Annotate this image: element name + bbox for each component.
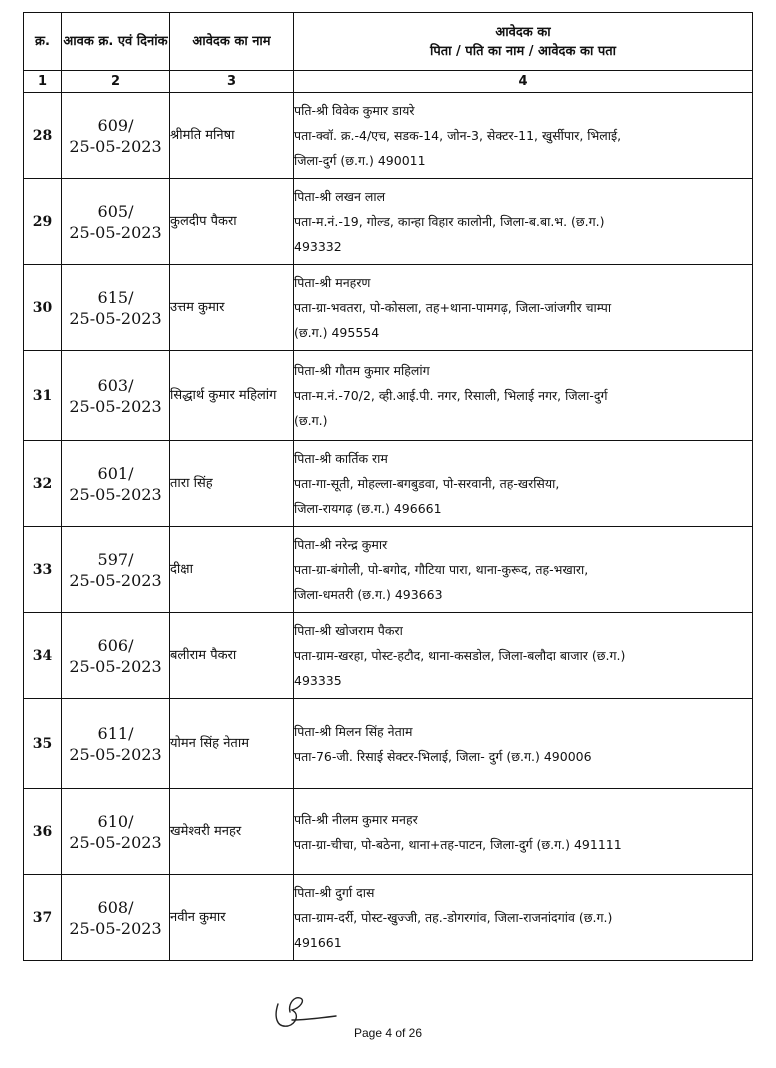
inward-date: 25-05-2023	[69, 570, 162, 590]
applicant-name: बलीराम पैकरा	[170, 613, 294, 699]
inward-ref-cell	[62, 265, 170, 351]
serial-number: 30	[24, 265, 62, 351]
inward-ref-cell	[62, 179, 170, 265]
address-line: पता-ग्रा-भवतरा, पो-कोसला, तह+थाना-पामगढ़, जिला-जांजगीर चाम्पा	[294, 300, 612, 315]
inward-number: 608/	[97, 897, 134, 917]
inward-ref-cell	[62, 699, 170, 789]
applicant-details-cell	[294, 527, 753, 613]
inward-date: 25-05-2023	[69, 308, 162, 328]
applicant-name: तारा सिंह	[170, 441, 294, 527]
guardian-name: पिता-श्री गौतम कुमार महिलांग	[294, 363, 430, 378]
header-serial: क्र.	[24, 13, 62, 71]
applicant-name: नवीन कुमार	[170, 875, 294, 961]
serial-number: 32	[24, 441, 62, 527]
inward-number: 610/	[97, 811, 134, 831]
applicant-details-cell	[294, 265, 753, 351]
applicant-details-cell	[294, 699, 753, 789]
inward-ref-cell	[62, 351, 170, 441]
guardian-name: पिता-श्री मनहरण	[294, 275, 371, 290]
inward-ref-cell	[62, 527, 170, 613]
address-line: (छ.ग.) 495554	[294, 325, 380, 340]
inward-number: 611/	[97, 723, 134, 743]
page-number: Page 4 of 26	[353, 1026, 423, 1040]
applicant-name: उत्तम कुमार	[170, 265, 294, 351]
serial-number: 35	[24, 699, 62, 789]
header-applicant-name: आवेदक का नाम	[170, 13, 294, 71]
inward-number: 606/	[97, 635, 134, 655]
inward-ref-cell	[62, 875, 170, 961]
serial-number: 37	[24, 875, 62, 961]
inward-date: 25-05-2023	[69, 744, 162, 764]
column-number: 1	[24, 71, 62, 93]
applicant-name: योमन सिंह नेताम	[170, 699, 294, 789]
table-row	[24, 527, 753, 613]
inward-ref-cell	[62, 441, 170, 527]
address-line: पता-76-जी. रिसाई सेक्टर-भिलाई, जिला- दुर्ग (छ.ग.) 490006	[294, 748, 592, 764]
address-line: पता-ग्रा-बंगोली, पो-बगोद, गौटिया पारा, थाना-कुरूद, तह-भखारा,	[294, 562, 589, 577]
applicant-name: सिद्धार्थ कुमार महिलांग	[170, 351, 294, 441]
guardian-name: पिता-श्री मिलन सिंह नेताम	[294, 723, 413, 739]
table-row	[24, 699, 753, 789]
serial-number: 36	[24, 789, 62, 875]
guardian-name: पति-श्री नीलम कुमार मनहर	[294, 811, 418, 827]
guardian-name: पिता-श्री नरेन्द्र कुमार	[294, 537, 388, 552]
address-line: पता-ग्राम-दर्री, पोस्ट-खुज्जी, तह.-डोगरगांव, जिला-राजनांदगांव (छ.ग.)	[294, 910, 613, 925]
address-line: 493335	[294, 673, 342, 688]
address-line: पता-गा-सूती, मोहल्ला-बगबुडवा, पो-सरवानी, तह-खरसिया,	[294, 476, 560, 491]
applicant-table	[23, 12, 753, 961]
table-row	[24, 613, 753, 699]
header-inward-no-date: आवक क्र. एवं दिनांक	[62, 13, 170, 71]
applicant-details-cell	[294, 441, 753, 527]
header-details-line1: आवेदक का	[495, 24, 551, 40]
table-row	[24, 265, 753, 351]
inward-date: 25-05-2023	[69, 832, 162, 852]
serial-number: 29	[24, 179, 62, 265]
address-line: जिला-रायगढ़ (छ.ग.) 496661	[294, 501, 442, 516]
table-row	[24, 441, 753, 527]
table-row	[24, 789, 753, 875]
serial-number: 34	[24, 613, 62, 699]
address-line: जिला-धमतरी (छ.ग.) 493663	[294, 587, 443, 602]
serial-number: 31	[24, 351, 62, 441]
applicant-name: श्रीमति मनिषा	[170, 93, 294, 179]
applicant-details-cell	[294, 93, 753, 179]
applicant-details-cell	[294, 875, 753, 961]
address-line: 491661	[294, 935, 342, 950]
column-number: 2	[62, 71, 170, 93]
applicant-name: खमेश्वरी मनहर	[170, 789, 294, 875]
inward-date: 25-05-2023	[69, 484, 162, 504]
address-line: पता-ग्रा-चीचा, पो-बठेना, थाना+तह-पाटन, जिला-दुर्ग (छ.ग.) 491111	[294, 836, 622, 852]
guardian-name: पति-श्री विवेक कुमार डायरे	[294, 103, 415, 118]
inward-date: 25-05-2023	[69, 396, 162, 416]
address-line: पता-क्वॉ. क्र.-4/एच, सडक-14, जोन-3, सेक्टर-11, खुर्सीपार, भिलाई,	[294, 128, 622, 143]
inward-ref-cell	[62, 789, 170, 875]
inward-ref-cell	[62, 613, 170, 699]
header-row	[24, 13, 753, 71]
address-line: 493332	[294, 239, 342, 254]
table-row	[24, 93, 753, 179]
table-row	[24, 351, 753, 441]
inward-ref-cell	[62, 93, 170, 179]
column-number: 3	[170, 71, 294, 93]
inward-date: 25-05-2023	[69, 656, 162, 676]
inward-date: 25-05-2023	[69, 136, 162, 156]
serial-number: 28	[24, 93, 62, 179]
applicant-details-cell	[294, 789, 753, 875]
inward-number: 605/	[97, 201, 134, 221]
inward-number: 603/	[97, 375, 134, 395]
guardian-name: पिता-श्री दुर्गा दास	[294, 885, 375, 900]
address-line: जिला-दुर्ग (छ.ग.) 490011	[294, 153, 426, 168]
column-number: 4	[294, 71, 753, 93]
inward-number: 597/	[97, 549, 134, 569]
applicant-name: दीक्षा	[170, 527, 294, 613]
address-line: पता-ग्राम-खरहा, पोस्ट-हटौद, थाना-कसडोल, जिला-बलौदा बाजार (छ.ग.)	[294, 648, 626, 663]
guardian-name: पिता-श्री खोजराम पैकरा	[294, 623, 403, 638]
header-applicant-details	[294, 13, 753, 71]
column-number-row	[24, 71, 753, 93]
serial-number: 33	[24, 527, 62, 613]
address-line: पता-म.नं.-19, गोल्ड, कान्हा विहार कालोनी, जिला-ब.बा.भ. (छ.ग.)	[294, 214, 605, 229]
inward-date: 25-05-2023	[69, 222, 162, 242]
applicant-details-cell	[294, 179, 753, 265]
inward-number: 615/	[97, 287, 134, 307]
table-body	[24, 93, 753, 961]
inward-number: 601/	[97, 463, 134, 483]
guardian-name: पिता-श्री कार्तिक राम	[294, 451, 388, 466]
inward-number: 609/	[97, 115, 134, 135]
applicant-details-cell	[294, 351, 753, 441]
header-details-line2: पिता / पति का नाम / आवेदक का पता	[429, 43, 616, 59]
address-line: (छ.ग.)	[294, 413, 328, 428]
guardian-name: पिता-श्री लखन लाल	[294, 189, 386, 204]
table-row	[24, 875, 753, 961]
inward-date: 25-05-2023	[69, 918, 162, 938]
applicant-name: कुलदीप पैकरा	[170, 179, 294, 265]
address-line: पता-म.नं.-70/2, व्ही.आई.पी. नगर, रिसाली, भिलाई नगर, जिला-दुर्ग	[294, 388, 608, 403]
table-row	[24, 179, 753, 265]
applicant-details-cell	[294, 613, 753, 699]
